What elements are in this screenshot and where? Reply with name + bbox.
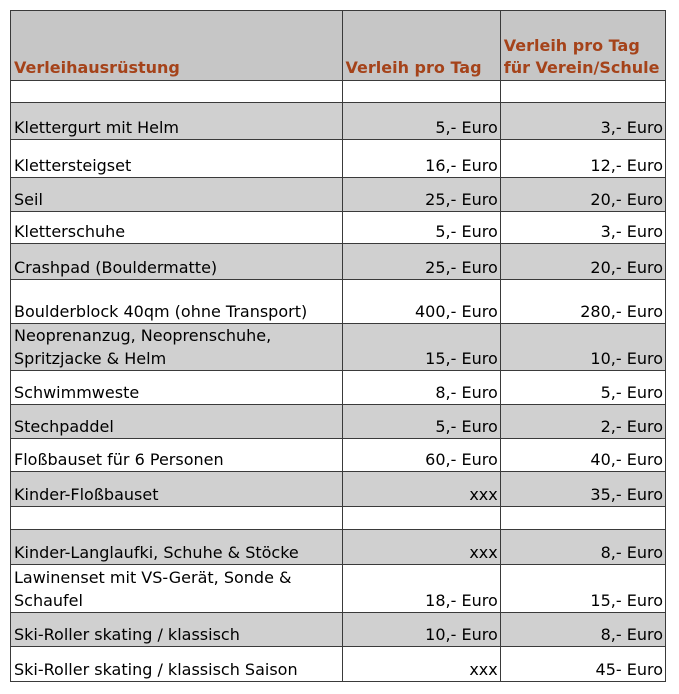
equipment-cell: Floßbauset für 6 Personen — [11, 439, 343, 472]
equipment-cell: Neoprenanzug, Neoprenschuhe, Spritzjacke & Helm — [11, 324, 343, 371]
equipment-cell: Klettergurt mit Helm — [11, 103, 343, 140]
table-row — [11, 530, 666, 565]
equipment-cell: Kinder-Floßbauset — [11, 472, 343, 507]
price-cell: 400,- Euro — [342, 280, 500, 324]
price-cell: xxx — [342, 472, 500, 507]
table-row — [11, 472, 666, 507]
equipment-cell: Klettersteigset — [11, 140, 343, 178]
table-row — [11, 565, 666, 613]
equipment-cell: Schwimmweste — [11, 371, 343, 405]
header-club-price-per-day: Verleih pro Tag für Verein/Schule — [500, 11, 665, 81]
price-cell — [342, 81, 500, 103]
equipment-cell: Seil — [11, 178, 343, 212]
club-price-cell: 280,- Euro — [500, 280, 665, 324]
header-row — [11, 11, 666, 81]
equipment-cell: Kletterschuhe — [11, 212, 343, 244]
table-row — [11, 140, 666, 178]
rental-price-table — [10, 10, 666, 682]
equipment-cell — [11, 507, 343, 530]
equipment-cell — [11, 81, 343, 103]
club-price-cell: 8,- Euro — [500, 613, 665, 647]
header-price-per-day: Verleih pro Tag — [342, 11, 500, 81]
price-cell: 5,- Euro — [342, 212, 500, 244]
price-cell: 18,- Euro — [342, 565, 500, 613]
club-price-cell: 35,- Euro — [500, 472, 665, 507]
price-cell: 10,- Euro — [342, 613, 500, 647]
table-row — [11, 324, 666, 371]
price-cell: 25,- Euro — [342, 244, 500, 280]
club-price-cell: 20,- Euro — [500, 244, 665, 280]
club-price-cell: 15,- Euro — [500, 565, 665, 613]
equipment-cell: Ski-Roller skating / klassisch Saison — [11, 647, 343, 682]
club-price-cell: 8,- Euro — [500, 530, 665, 565]
price-cell: 5,- Euro — [342, 405, 500, 439]
price-cell: 8,- Euro — [342, 371, 500, 405]
table-row — [11, 371, 666, 405]
club-price-cell: 45- Euro — [500, 647, 665, 682]
equipment-cell: Boulderblock 40qm (ohne Transport) — [11, 280, 343, 324]
club-price-cell: 10,- Euro — [500, 324, 665, 371]
club-price-cell — [500, 507, 665, 530]
club-price-cell: 12,- Euro — [500, 140, 665, 178]
equipment-cell: Stechpaddel — [11, 405, 343, 439]
table-row — [11, 507, 666, 530]
table-row — [11, 647, 666, 682]
price-cell: 25,- Euro — [342, 178, 500, 212]
header-equipment: Verleihausrüstung — [11, 11, 343, 81]
club-price-cell: 40,- Euro — [500, 439, 665, 472]
price-cell: xxx — [342, 647, 500, 682]
table-row — [11, 103, 666, 140]
table-row — [11, 81, 666, 103]
equipment-cell: Ski-Roller skating / klassisch — [11, 613, 343, 647]
table-body — [11, 81, 666, 682]
club-price-cell: 20,- Euro — [500, 178, 665, 212]
equipment-cell: Lawinenset mit VS-Gerät, Sonde & Schaufel — [11, 565, 343, 613]
club-price-cell: 2,- Euro — [500, 405, 665, 439]
table-row — [11, 280, 666, 324]
table-row — [11, 613, 666, 647]
club-price-cell: 3,- Euro — [500, 103, 665, 140]
price-cell — [342, 507, 500, 530]
table-row — [11, 405, 666, 439]
table-row — [11, 244, 666, 280]
club-price-cell: 3,- Euro — [500, 212, 665, 244]
price-cell: 60,- Euro — [342, 439, 500, 472]
club-price-cell: 5,- Euro — [500, 371, 665, 405]
club-price-cell — [500, 81, 665, 103]
equipment-cell: Crashpad (Bouldermatte) — [11, 244, 343, 280]
equipment-cell: Kinder-Langlaufki, Schuhe & Stöcke — [11, 530, 343, 565]
price-cell: xxx — [342, 530, 500, 565]
table-row — [11, 439, 666, 472]
price-cell: 5,- Euro — [342, 103, 500, 140]
price-cell: 16,- Euro — [342, 140, 500, 178]
table-row — [11, 178, 666, 212]
price-cell: 15,- Euro — [342, 324, 500, 371]
table-row — [11, 212, 666, 244]
